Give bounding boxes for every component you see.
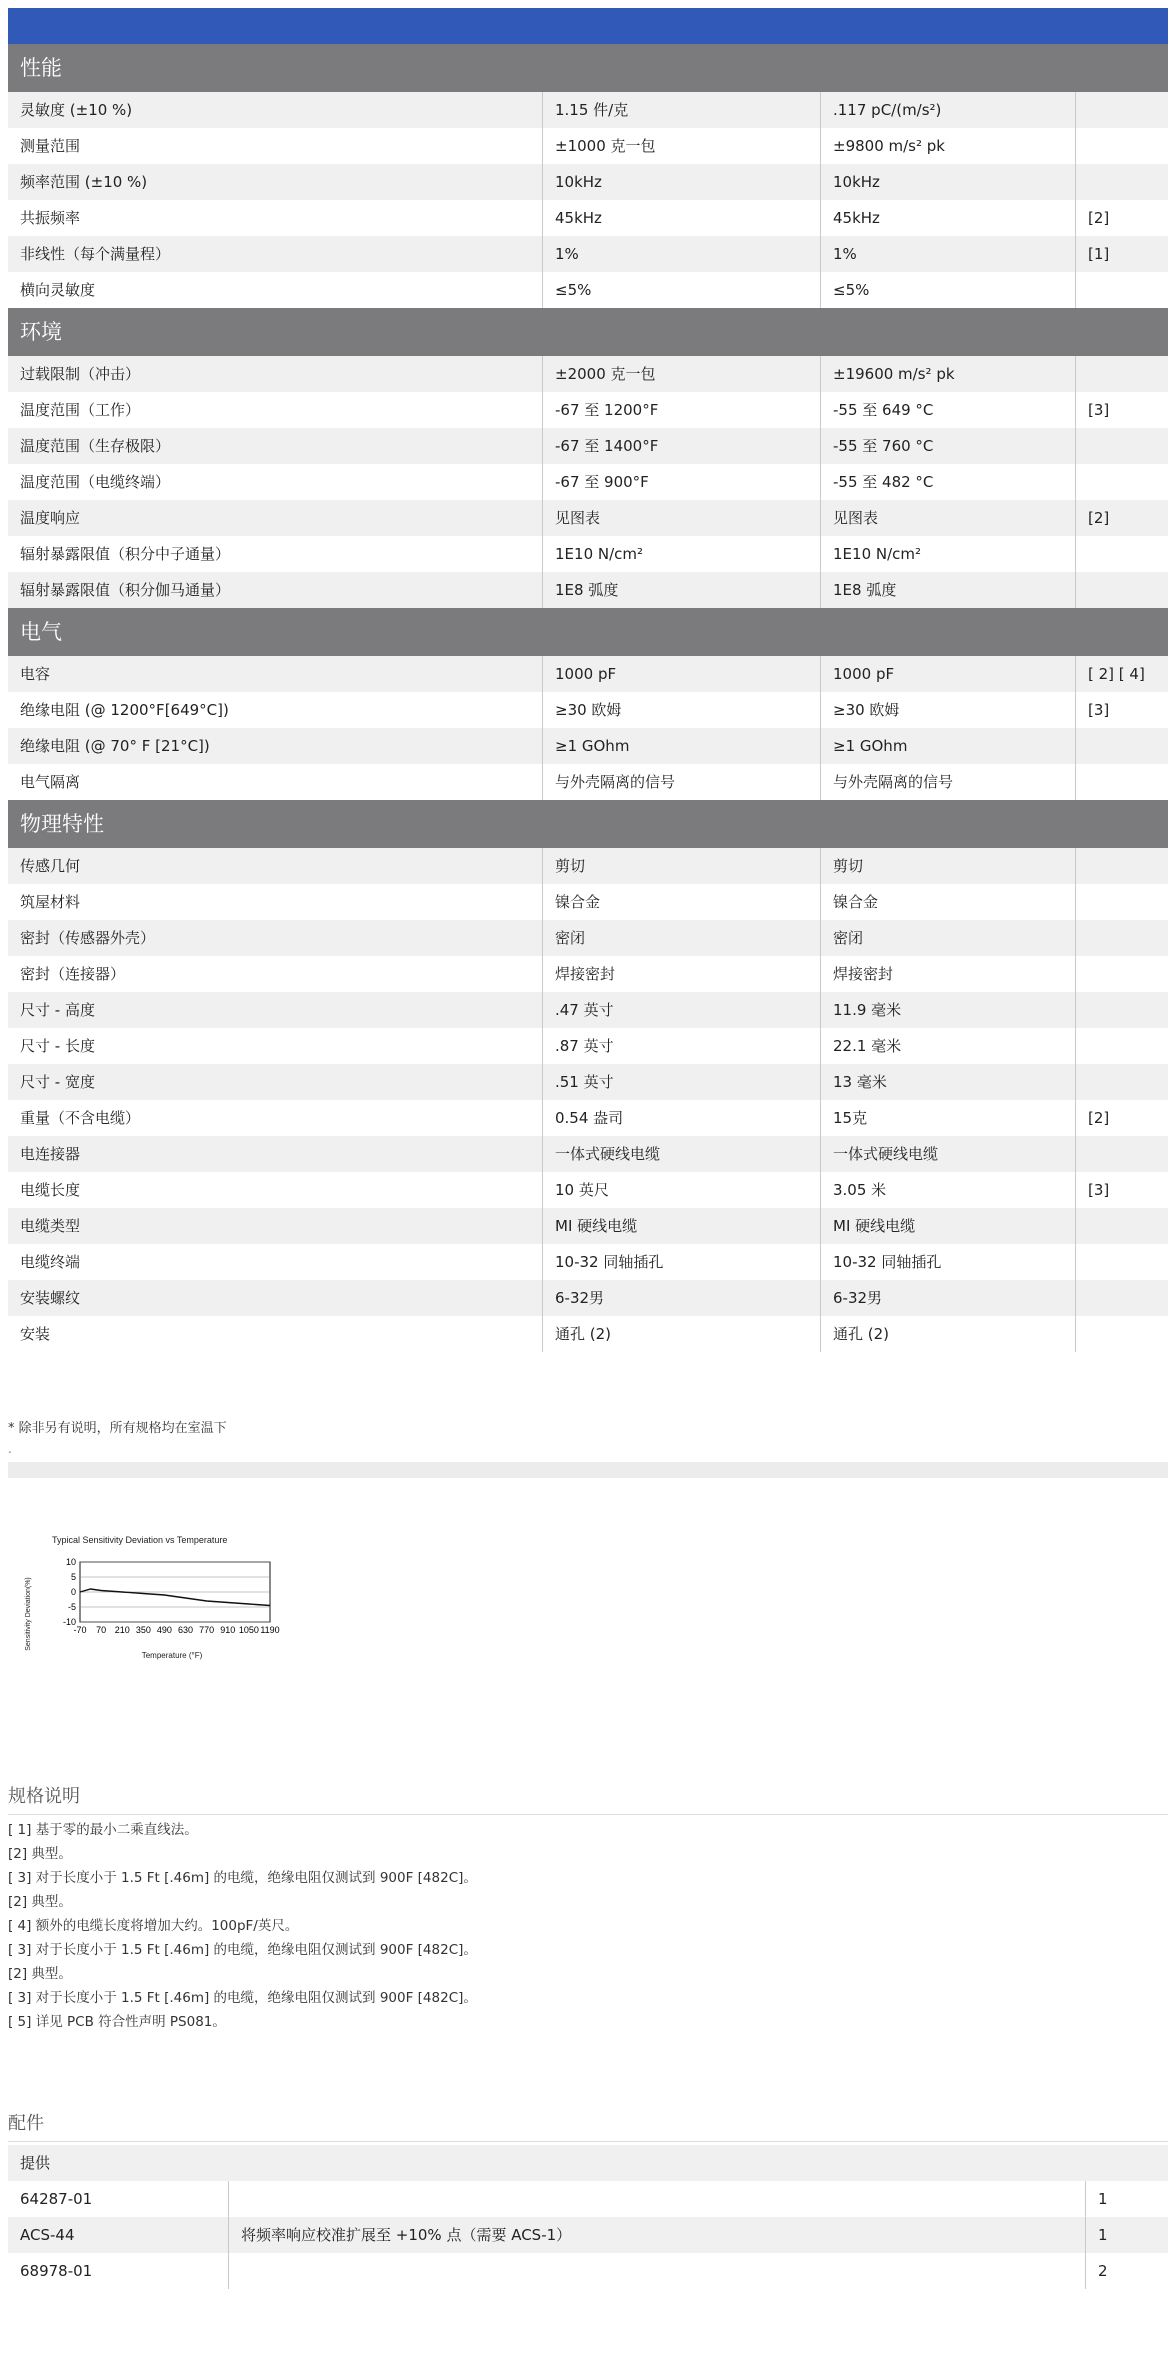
chart-y-tick-label: 0: [70, 1587, 76, 1597]
spec-value-metric: 一体式硬线电缆: [821, 1136, 1076, 1172]
spec-row: [8, 500, 1168, 536]
chart-svg: [12, 1530, 292, 1660]
spec-value-metric: -55 至 482 °C: [821, 464, 1076, 500]
spec-value-metric: 13 毫米: [821, 1064, 1076, 1100]
spec-note-ref: [1076, 272, 1168, 308]
spec-value-metric: 10kHz: [821, 164, 1076, 200]
spec-label: 辐射暴露限值（积分伽马通量）: [8, 572, 543, 608]
spec-note-ref: [ 2] [ 4]: [1088, 665, 1145, 683]
spec-row: [8, 536, 1168, 572]
chart-y-tick-label: 5: [70, 1572, 76, 1582]
spec-value-imperial: 45kHz: [543, 200, 821, 236]
sensitivity-chart: [12, 1530, 292, 1664]
spec-table-body: [8, 44, 1168, 1352]
section-header: 电气: [8, 608, 1168, 656]
spec-label: 电气隔离: [8, 764, 543, 800]
spec-note-ref: [1076, 1136, 1168, 1172]
spec-value-imperial: 通孔 (2): [543, 1316, 821, 1352]
spec-note-item: [ 3] 对于长度小于 1.5 Ft [.46m] 的电缆，绝缘电阻仅测试到 900F [482C]。: [8, 1870, 477, 1886]
spec-value-imperial: 与外壳隔离的信号: [543, 764, 821, 800]
spec-value-imperial: ≤5%: [543, 272, 821, 308]
accessory-row: [8, 2181, 1168, 2217]
spec-note-ref: [2]: [1088, 209, 1110, 227]
spec-value-metric: 22.1 毫米: [821, 1028, 1076, 1064]
spec-note-item: [ 4] 额外的电缆长度将增加大约。100pF/英尺。: [8, 1918, 299, 1934]
spec-row: [8, 272, 1168, 308]
chart-x-tick-label: 910: [220, 1625, 236, 1635]
spec-row: [8, 956, 1168, 992]
spec-value-imperial: -67 至 1200°F: [543, 392, 821, 428]
spec-value-metric: .117 pC/(m/s²): [821, 92, 1076, 128]
spec-note-ref: [1076, 92, 1168, 128]
accessory-row: [8, 2253, 1168, 2289]
spec-value-imperial: ≥30 欧姆: [543, 692, 821, 728]
spec-row: [8, 356, 1168, 392]
spec-label: 测量范围: [8, 128, 543, 164]
spec-note-ref: [1076, 920, 1168, 956]
chart-ylabel: Sensitivity Deviation(%): [25, 1577, 32, 1651]
spec-value-imperial: 10 英尺: [543, 1172, 821, 1208]
spec-value-metric: 密闭: [821, 920, 1076, 956]
spec-row: [8, 1244, 1168, 1280]
spec-row: [8, 572, 1168, 608]
spec-value-imperial: .47 英寸: [543, 992, 821, 1028]
spec-label: 安装螺纹: [8, 1280, 543, 1316]
section-header: 性能: [8, 44, 1168, 92]
spec-note-ref: [1076, 464, 1168, 500]
spec-note-ref: [1076, 848, 1168, 884]
spec-value-imperial: 密闭: [543, 920, 821, 956]
spec-label: 温度范围（生存极限）: [8, 428, 543, 464]
spec-note-ref: [1076, 956, 1168, 992]
spec-label: 尺寸 - 高度: [8, 992, 543, 1028]
spec-note-ref: [1076, 1244, 1168, 1280]
chart-y-tick-label: 10: [65, 1557, 76, 1567]
spec-row: [8, 464, 1168, 500]
spec-label: 辐射暴露限值（积分中子通量）: [8, 536, 543, 572]
spec-note-item: [ 3] 对于长度小于 1.5 Ft [.46m] 的电缆，绝缘电阻仅测试到 900F [482C]。: [8, 1990, 477, 2006]
spec-note-ref: [1076, 164, 1168, 200]
spec-row: [8, 656, 1168, 692]
spec-value-metric: 45kHz: [821, 200, 1076, 236]
spec-note-ref: [3]: [1088, 401, 1110, 419]
spec-value-imperial: ≥1 GOhm: [543, 728, 821, 764]
spec-value-metric: -55 至 649 °C: [821, 392, 1076, 428]
spec-note-ref: [2]: [1088, 509, 1110, 527]
spec-value-metric: 10-32 同轴插孔: [821, 1244, 1076, 1280]
spec-table: [8, 8, 1168, 1352]
spec-note-ref: [1076, 728, 1168, 764]
spec-row: [8, 764, 1168, 800]
spec-note-ref: [1076, 1064, 1168, 1100]
spec-note-ref: [1076, 428, 1168, 464]
spec-row: [8, 392, 1168, 428]
spec-label: 电缆长度: [8, 1172, 543, 1208]
spec-row: [8, 1064, 1168, 1100]
spec-value-imperial: 见图表: [543, 500, 821, 536]
spec-value-metric: 1%: [821, 236, 1076, 272]
chart-x-tick-label: -70: [73, 1625, 87, 1635]
spec-label: 电容: [8, 656, 543, 692]
chart-x-tick-label: 770: [199, 1625, 215, 1635]
accessory-quantity: 1: [1098, 2226, 1108, 2244]
spec-value-imperial: .51 英寸: [543, 1064, 821, 1100]
spec-value-imperial: -67 至 1400°F: [543, 428, 821, 464]
spec-label: 安装: [8, 1316, 543, 1352]
spec-note-ref: [1076, 128, 1168, 164]
chart-grid: [80, 1562, 270, 1622]
spec-label: 绝缘电阻 (@ 70° F [21°C]): [8, 728, 543, 764]
spec-value-imperial: ±1000 克一包: [543, 128, 821, 164]
spec-label: 非线性（每个满量程）: [8, 236, 543, 272]
spec-note-ref: [2]: [1088, 1109, 1110, 1127]
spec-notes-list: [8, 1818, 477, 2034]
spec-note-ref: [1076, 356, 1168, 392]
chart-xlabel: Temperature (°F): [141, 1651, 203, 1660]
spec-row: [8, 428, 1168, 464]
spec-note-item: [2] 典型。: [8, 1966, 72, 1982]
spec-value-metric: 15克: [821, 1100, 1076, 1136]
accessory-description: [229, 2253, 1086, 2289]
divider-strip: [8, 1462, 1168, 1478]
spec-note-ref: [1076, 1280, 1168, 1316]
accessories-table-body: [8, 2181, 1168, 2289]
sensitivity-series-line: [80, 1589, 270, 1606]
chart-x-tick-label: 70: [96, 1625, 107, 1635]
spec-value-imperial: 1.15 件/克: [543, 92, 821, 128]
accessory-description: 将频率响应校准扩展至 +10% 点（需要 ACS-1）: [229, 2217, 1086, 2253]
spec-note-item: [ 5] 详见 PCB 符合性声明 PS081。: [8, 2014, 226, 2030]
spec-value-imperial: 一体式硬线电缆: [543, 1136, 821, 1172]
spec-value-imperial: ±2000 克一包: [543, 356, 821, 392]
spec-value-metric: 剪切: [821, 848, 1076, 884]
spec-label: 温度范围（工作）: [8, 392, 543, 428]
spec-note-ref: [1076, 1316, 1168, 1352]
spec-note-ref: [1076, 884, 1168, 920]
accessory-part-number: 68978-01: [8, 2253, 229, 2289]
spec-note-ref: [3]: [1088, 1181, 1110, 1199]
chart-x-tick-label: 630: [178, 1625, 194, 1635]
spec-value-imperial: 焊接密封: [543, 956, 821, 992]
spec-label: 绝缘电阻 (@ 1200°F[649°C]): [8, 692, 543, 728]
chart-x-tick-label: 1190: [260, 1625, 280, 1635]
accessories-header: 提供: [8, 2145, 1168, 2181]
section-header: 物理特性: [8, 800, 1168, 848]
accessory-part-number: ACS-44: [8, 2217, 229, 2253]
header-bar: [8, 8, 1168, 44]
spec-row: [8, 236, 1168, 272]
spec-note-item: [ 3] 对于长度小于 1.5 Ft [.46m] 的电缆，绝缘电阻仅测试到 900F [482C]。: [8, 1942, 477, 1958]
spec-value-metric: 与外壳隔离的信号: [821, 764, 1076, 800]
spec-value-imperial: 1E8 弧度: [543, 572, 821, 608]
spec-value-imperial: 1000 pF: [543, 656, 821, 692]
spec-note-ref: [1076, 1028, 1168, 1064]
spec-value-metric: 3.05 米: [821, 1172, 1076, 1208]
spec-value-imperial: MI 硬线电缆: [543, 1208, 821, 1244]
spec-row: [8, 164, 1168, 200]
room-temp-footnote: * 除非另有说明，所有规格均在室温下: [8, 1421, 227, 1436]
spec-row: [8, 1028, 1168, 1064]
accessories-table: [8, 2145, 1168, 2289]
spec-value-imperial: 1E10 N/cm²: [543, 536, 821, 572]
spec-note-ref: [1076, 1208, 1168, 1244]
spec-value-imperial: 1%: [543, 236, 821, 272]
spec-note-ref: [1076, 992, 1168, 1028]
chart-x-tick-label: 210: [114, 1625, 130, 1635]
accessory-quantity: 2: [1098, 2262, 1108, 2280]
spec-note-ref: [3]: [1088, 701, 1110, 719]
spec-row: [8, 992, 1168, 1028]
chart-y-tick-label: -5: [67, 1602, 76, 1612]
spec-value-metric: 1000 pF: [821, 656, 1076, 692]
accessory-quantity: 1: [1098, 2190, 1108, 2208]
spec-note-ref: [1076, 764, 1168, 800]
spec-note-item: [2] 典型。: [8, 1894, 72, 1910]
spec-label: 共振频率: [8, 200, 543, 236]
spec-row: [8, 1100, 1168, 1136]
spec-note-item: [2] 典型。: [8, 1846, 72, 1862]
spec-label: 尺寸 - 长度: [8, 1028, 543, 1064]
spec-value-imperial: 6-32男: [543, 1280, 821, 1316]
spec-row: [8, 1280, 1168, 1316]
accessory-row: [8, 2217, 1168, 2253]
spec-value-metric: ≥1 GOhm: [821, 728, 1076, 764]
spec-value-metric: ±19600 m/s² pk: [821, 356, 1076, 392]
spec-label: 筑屋材料: [8, 884, 543, 920]
dot-text: .: [8, 1442, 12, 1456]
spec-label: 横向灵敏度: [8, 272, 543, 308]
accessory-part-number: 64287-01: [8, 2181, 229, 2217]
spec-label: 电缆终端: [8, 1244, 543, 1280]
spec-value-metric: -55 至 760 °C: [821, 428, 1076, 464]
chart-x-tick-label: 350: [135, 1625, 151, 1635]
accessories-title: 配件: [8, 2109, 1168, 2142]
spec-value-metric: ≤5%: [821, 272, 1076, 308]
spec-value-metric: 1E8 弧度: [821, 572, 1076, 608]
spec-label: 灵敏度 (±10 %): [8, 92, 543, 128]
spec-label: 电连接器: [8, 1136, 543, 1172]
spec-row: [8, 92, 1168, 128]
spec-row: [8, 1172, 1168, 1208]
spec-value-metric: ≥30 欧姆: [821, 692, 1076, 728]
spec-label: 电缆类型: [8, 1208, 543, 1244]
spec-row: [8, 692, 1168, 728]
spec-row: [8, 920, 1168, 956]
chart-x-tick-label: 490: [156, 1625, 172, 1635]
spec-row: [8, 1136, 1168, 1172]
spec-value-metric: ±9800 m/s² pk: [821, 128, 1076, 164]
spec-row: [8, 128, 1168, 164]
spec-note-ref: [1076, 572, 1168, 608]
spec-value-imperial: .87 英寸: [543, 1028, 821, 1064]
spec-value-metric: 镍合金: [821, 884, 1076, 920]
spec-row: [8, 200, 1168, 236]
spec-label: 密封（连接器）: [8, 956, 543, 992]
spec-value-imperial: 镍合金: [543, 884, 821, 920]
spec-note-item: [ 1] 基于零的最小二乘直线法。: [8, 1822, 198, 1838]
spec-label: 尺寸 - 宽度: [8, 1064, 543, 1100]
spec-row: [8, 884, 1168, 920]
spec-note-ref: [1]: [1088, 245, 1110, 263]
spec-value-imperial: 剪切: [543, 848, 821, 884]
spec-row: [8, 1208, 1168, 1244]
section-header: 环境: [8, 308, 1168, 356]
spec-label: 温度范围（电缆终端）: [8, 464, 543, 500]
spec-value-metric: 见图表: [821, 500, 1076, 536]
spec-label: 传感几何: [8, 848, 543, 884]
spec-row: [8, 848, 1168, 884]
spec-value-metric: MI 硬线电缆: [821, 1208, 1076, 1244]
spec-label: 温度响应: [8, 500, 543, 536]
chart-y-tick-label: -10: [62, 1617, 76, 1627]
spec-value-imperial: 0.54 盎司: [543, 1100, 821, 1136]
spec-value-imperial: -67 至 900°F: [543, 464, 821, 500]
spec-label: 重量（不含电缆）: [8, 1100, 543, 1136]
spec-value-metric: 焊接密封: [821, 956, 1076, 992]
spec-value-metric: 11.9 毫米: [821, 992, 1076, 1028]
chart-x-tick-label: 1050: [238, 1625, 259, 1635]
accessory-description: [229, 2181, 1086, 2217]
spec-notes-title: 规格说明: [8, 1782, 1168, 1815]
spec-label: 频率范围 (±10 %): [8, 164, 543, 200]
spec-value-imperial: 10kHz: [543, 164, 821, 200]
spec-label: 密封（传感器外壳）: [8, 920, 543, 956]
spec-value-metric: 1E10 N/cm²: [821, 536, 1076, 572]
spec-value-imperial: 10-32 同轴插孔: [543, 1244, 821, 1280]
spec-label: 过载限制（冲击）: [8, 356, 543, 392]
spec-note-ref: [1076, 536, 1168, 572]
spec-row: [8, 1316, 1168, 1352]
chart-title: Typical Sensitivity Deviation vs Temperature: [52, 1535, 228, 1545]
spec-row: [8, 728, 1168, 764]
spec-value-metric: 6-32男: [821, 1280, 1076, 1316]
spec-value-metric: 通孔 (2): [821, 1316, 1076, 1352]
